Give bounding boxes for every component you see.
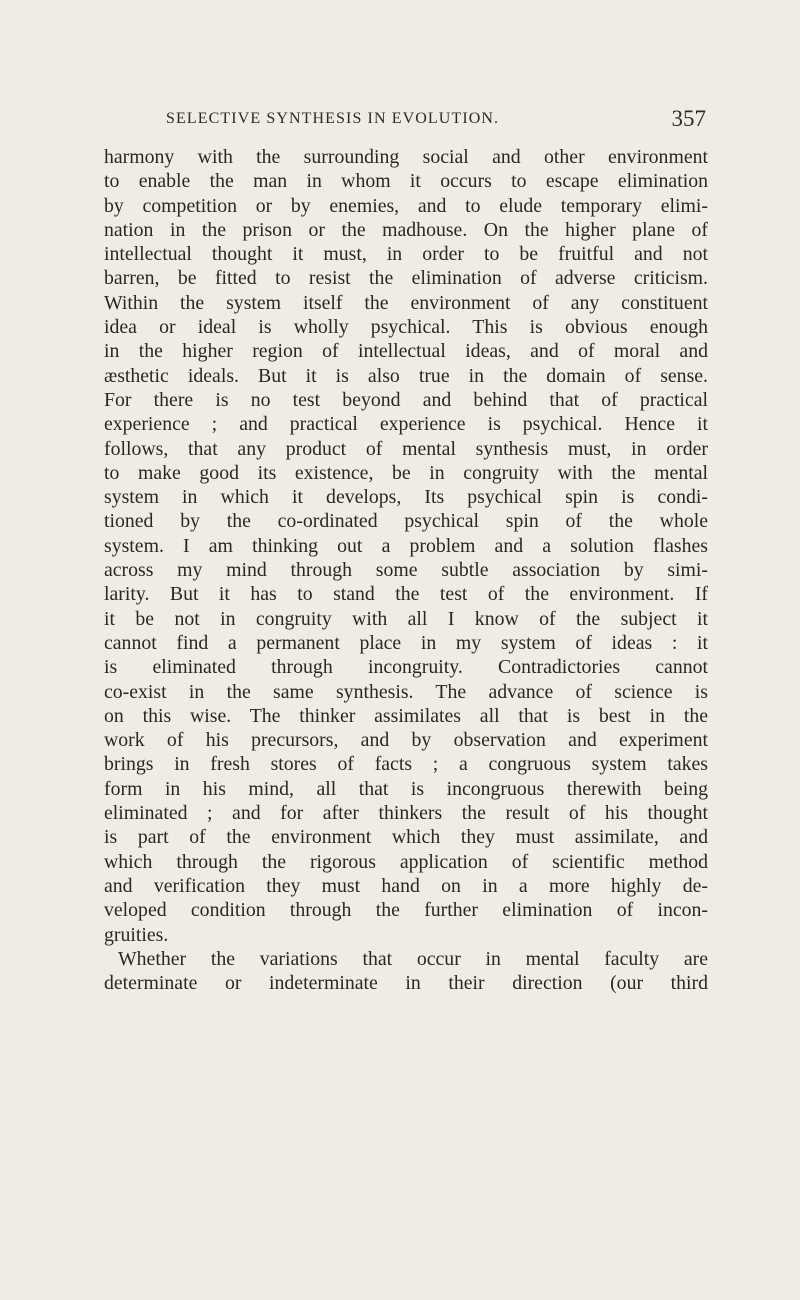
text-line: larity. But it has to stand the test of the environment. If [104, 583, 708, 606]
text-line: co-exist in the same synthesis. The advance of science is [104, 680, 708, 703]
text-line: to enable the man in whom it occurs to escape elimination [104, 170, 708, 193]
text-line: harmony with the surrounding social and other environment [104, 146, 708, 168]
text-line: Whether the variations that occur in mental faculty are [118, 947, 708, 970]
text-line: barren, be fitted to resist the elimination of adverse criticism. [104, 267, 708, 290]
text-line: æsthetic ideals. But it is also true in the domain of sense. [104, 364, 708, 387]
text-line: is part of the environment which they must assimilate, and [104, 826, 708, 849]
text-line: nation in the prison or the madhouse. On the higher plane of [104, 218, 708, 241]
text-line: system. I am thinking out a problem and a solution flashes [104, 534, 708, 557]
text-line: work of his precursors, and by observation and experiment [104, 729, 708, 752]
text-line: veloped condition through the further elimination of incon- [104, 899, 708, 922]
text-line: eliminated ; and for after thinkers the result of his thought [104, 802, 708, 825]
text-line: in the higher region of intellectual ideas, and of moral and [104, 340, 708, 363]
text-line: tioned by the co-ordinated psychical spin of the whole [104, 510, 708, 533]
running-head [166, 108, 706, 134]
text-line: it be not in congruity with all I know of the subject it [104, 607, 708, 630]
text-line: idea or ideal is wholly psychical. This is obvious enough [104, 316, 708, 339]
page-number: 357 [671, 106, 706, 131]
text-line: brings in fresh stores of facts ; a congruous system takes [104, 753, 708, 776]
text-line: intellectual thought it must, in order to be fruitful and not [104, 243, 708, 266]
text-line: and verification they must hand on in a more highly de- [104, 874, 708, 897]
text-line: experience ; and practical experience is psychical. Hence it [104, 413, 708, 436]
text-line: on this wise. The thinker assimilates all that is best in the [104, 704, 708, 727]
text-line: across my mind through some subtle association by simi- [104, 559, 708, 582]
text-line: follows, that any product of mental synthesis must, in order [104, 437, 708, 460]
text-line: cannot find a permanent place in my system of ideas : it [104, 631, 708, 654]
body-text [104, 145, 708, 995]
text-line: For there is no test beyond and behind that of practical [104, 388, 708, 411]
text-line: is eliminated through incongruity. Contradictories cannot [104, 656, 708, 679]
text-line: to make good its existence, be in congruity with the mental [104, 461, 708, 484]
text-line: Within the system itself the environment of any constituent [104, 291, 708, 314]
text-line: determinate or indeterminate in their direction (our third [104, 972, 708, 995]
text-line: system in which it develops, Its psychical spin is condi- [104, 486, 708, 509]
text-line: form in his mind, all that is incongruous therewith being [104, 777, 708, 800]
running-title: SELECTIVE SYNTHESIS IN EVOLUTION. [166, 110, 500, 127]
text-line: gruities. [104, 923, 169, 946]
text-line: which through the rigorous application of scientific method [104, 850, 708, 873]
text-line: by competition or by enemies, and to elude temporary elimi- [104, 194, 708, 217]
